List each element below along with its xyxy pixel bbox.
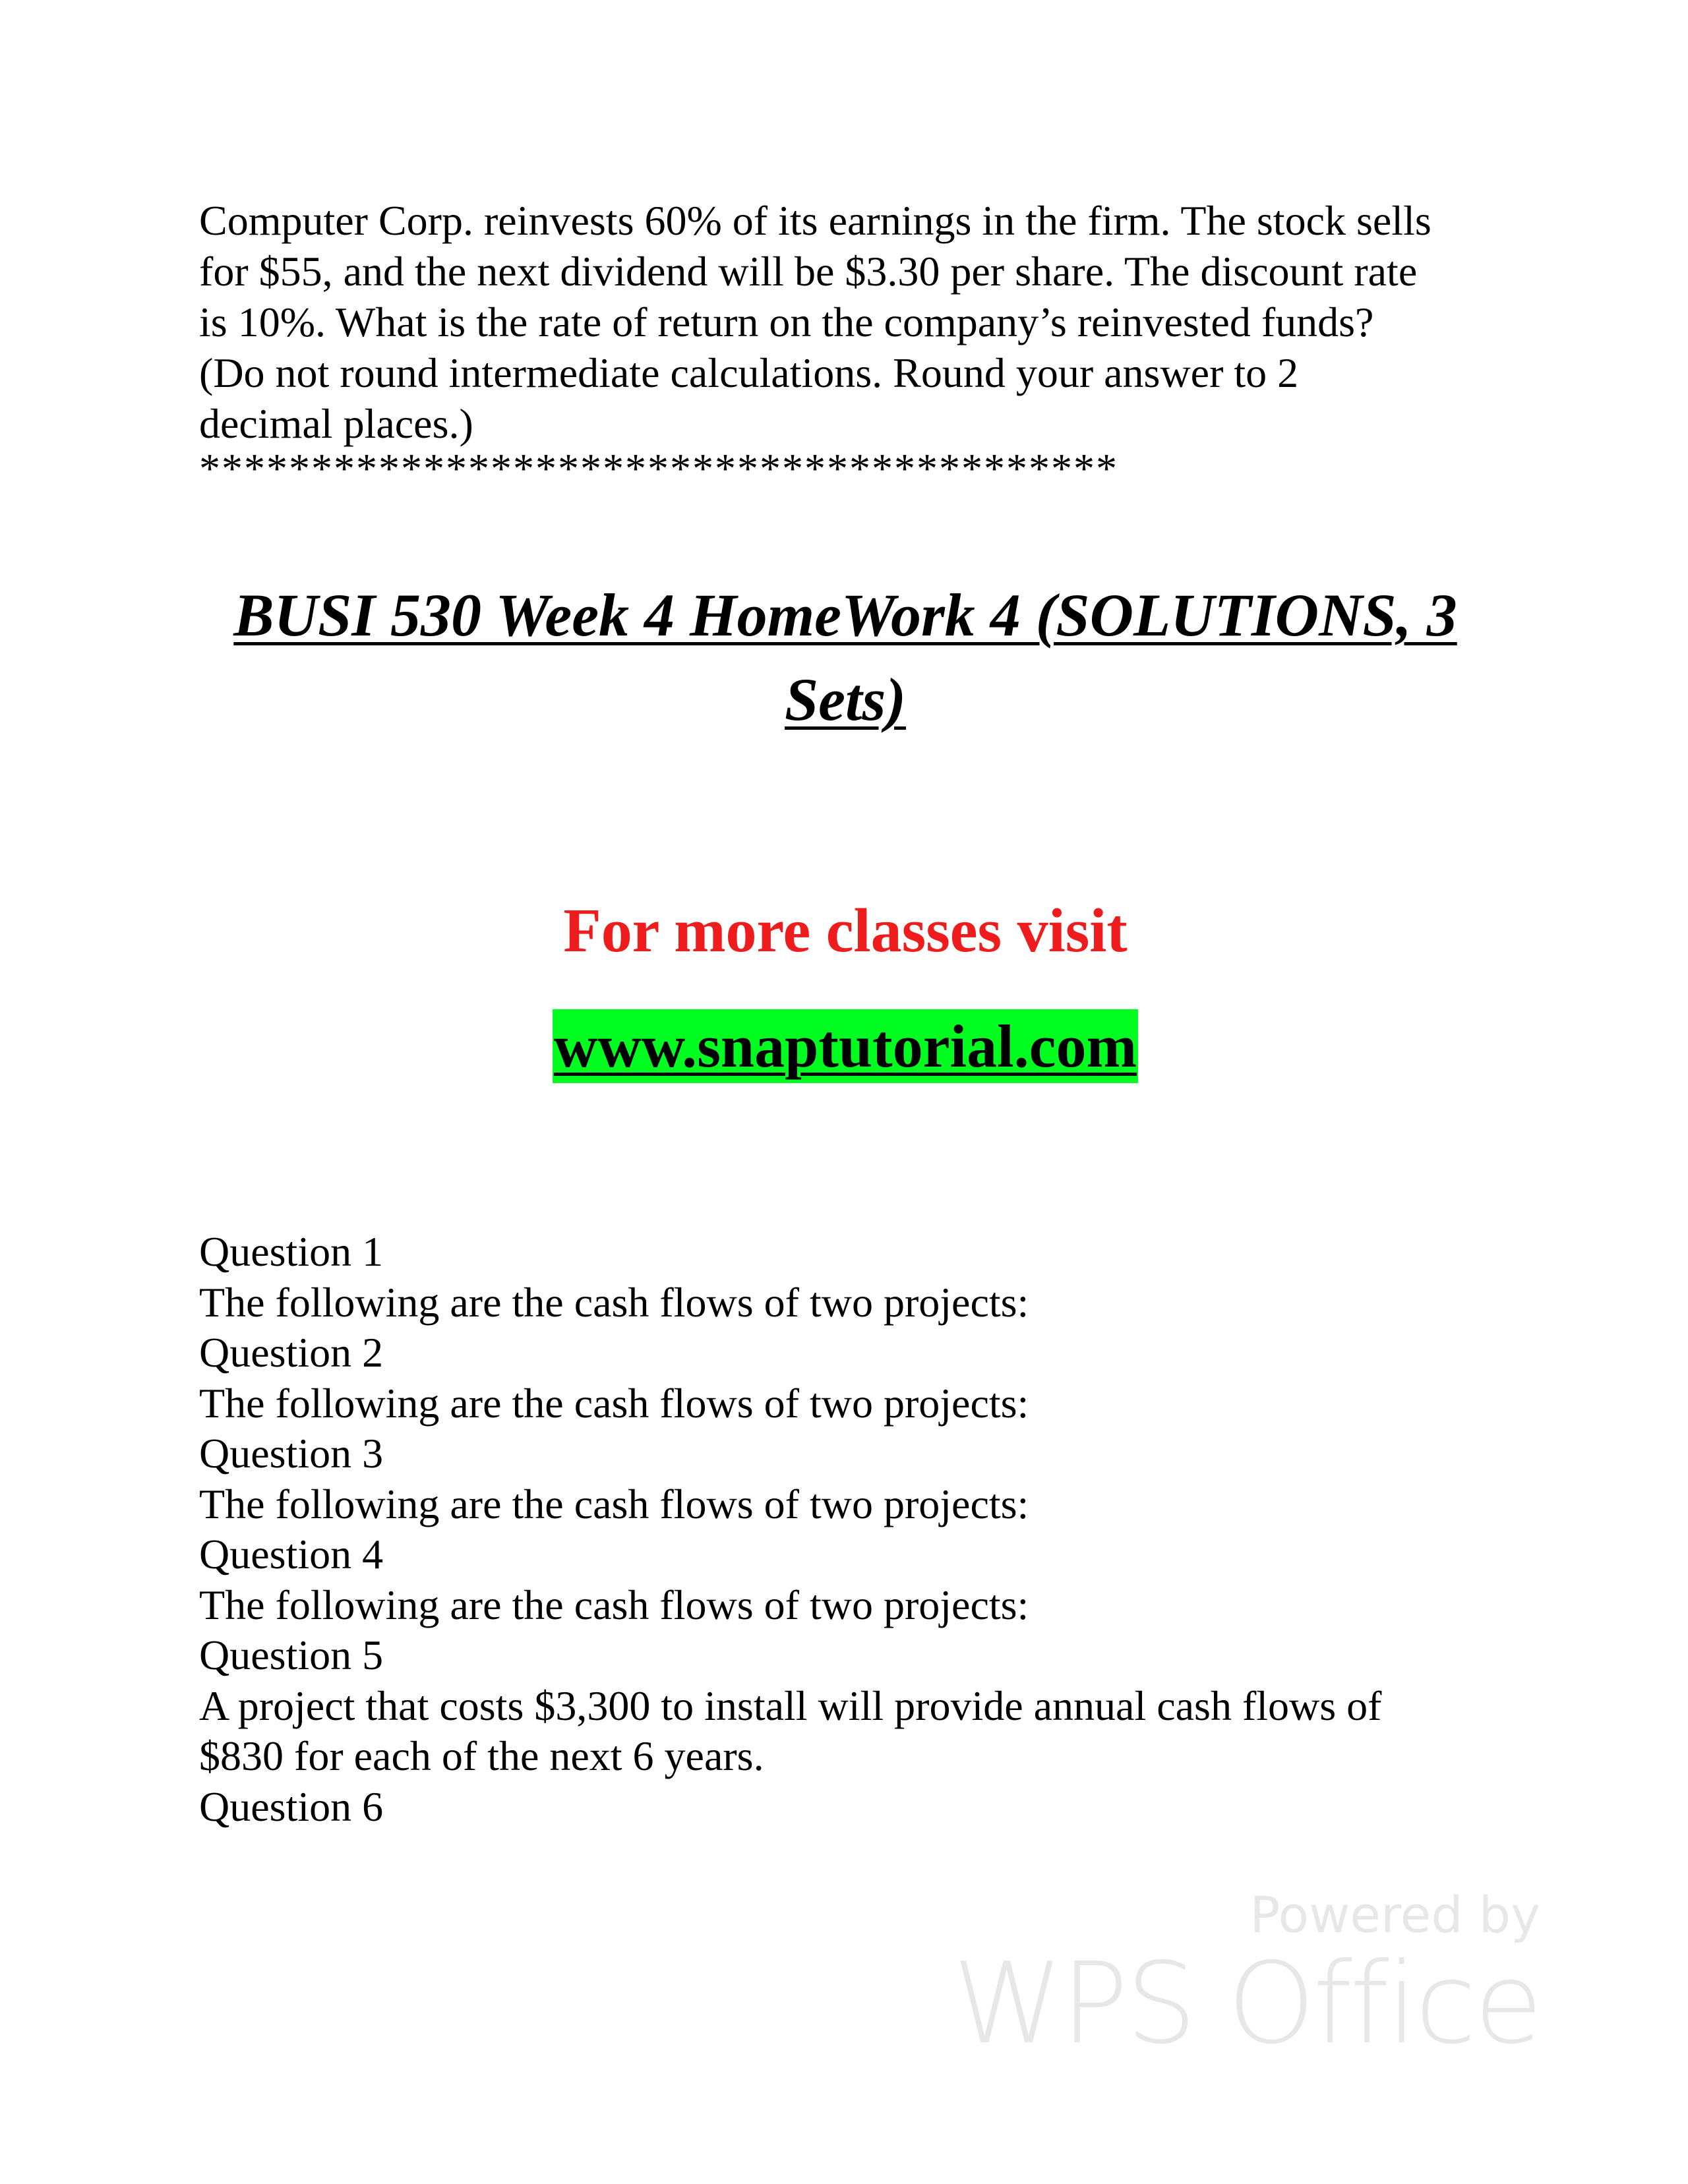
- promo-url-link[interactable]: www.snaptutorial.com: [553, 1009, 1138, 1083]
- title-line: Sets): [785, 666, 906, 733]
- promo-url-container: [199, 1009, 1492, 1083]
- question-text: The following are the cash flows of two projects:: [199, 1581, 1029, 1628]
- question-text: $830 for each of the next 6 years.: [199, 1732, 764, 1779]
- question-text: The following are the cash flows of two projects:: [199, 1379, 1029, 1427]
- wps-office-watermark: [920, 1885, 1540, 2069]
- document-title: [199, 573, 1492, 742]
- title-line: BUSI 530 Week 4 HomeWork 4 (SOLUTIONS, 3: [233, 581, 1457, 649]
- watermark-powered-by: Powered by: [1250, 1885, 1540, 1944]
- asterisk-separator: *****************************************: [199, 445, 1118, 492]
- intro-line: decimal places.): [199, 400, 473, 447]
- promo-visit-text: For more classes visit: [563, 897, 1128, 965]
- question-text: The following are the cash flows of two projects:: [199, 1278, 1029, 1326]
- question-heading: Question 4: [199, 1531, 384, 1578]
- intro-line: (Do not round intermediate calculations. Round your answer to 2: [199, 349, 1299, 396]
- intro-line: for $55, and the next dividend will be $3.30 per share. The discount rate: [199, 248, 1418, 295]
- question-heading: Question 1: [199, 1228, 384, 1275]
- intro-paragraph: [199, 195, 1492, 449]
- intro-line: Computer Corp. reinvests 60% of its earnings in the firm. The stock sells: [199, 197, 1432, 244]
- question-heading: Question 2: [199, 1329, 384, 1376]
- question-text: A project that costs $3,300 to install will provide annual cash flows of: [199, 1682, 1382, 1729]
- question-text: The following are the cash flows of two projects:: [199, 1480, 1029, 1527]
- watermark-brand: WPS Office: [952, 1939, 1540, 2069]
- question-heading: Question 6: [199, 1783, 384, 1830]
- question-list: [199, 1227, 1492, 1832]
- page-content: [199, 195, 1492, 1832]
- intro-line: is 10%. What is the rate of return on the company’s reinvested funds?: [199, 299, 1374, 345]
- question-heading: Question 5: [199, 1632, 384, 1678]
- question-heading: Question 3: [199, 1430, 384, 1477]
